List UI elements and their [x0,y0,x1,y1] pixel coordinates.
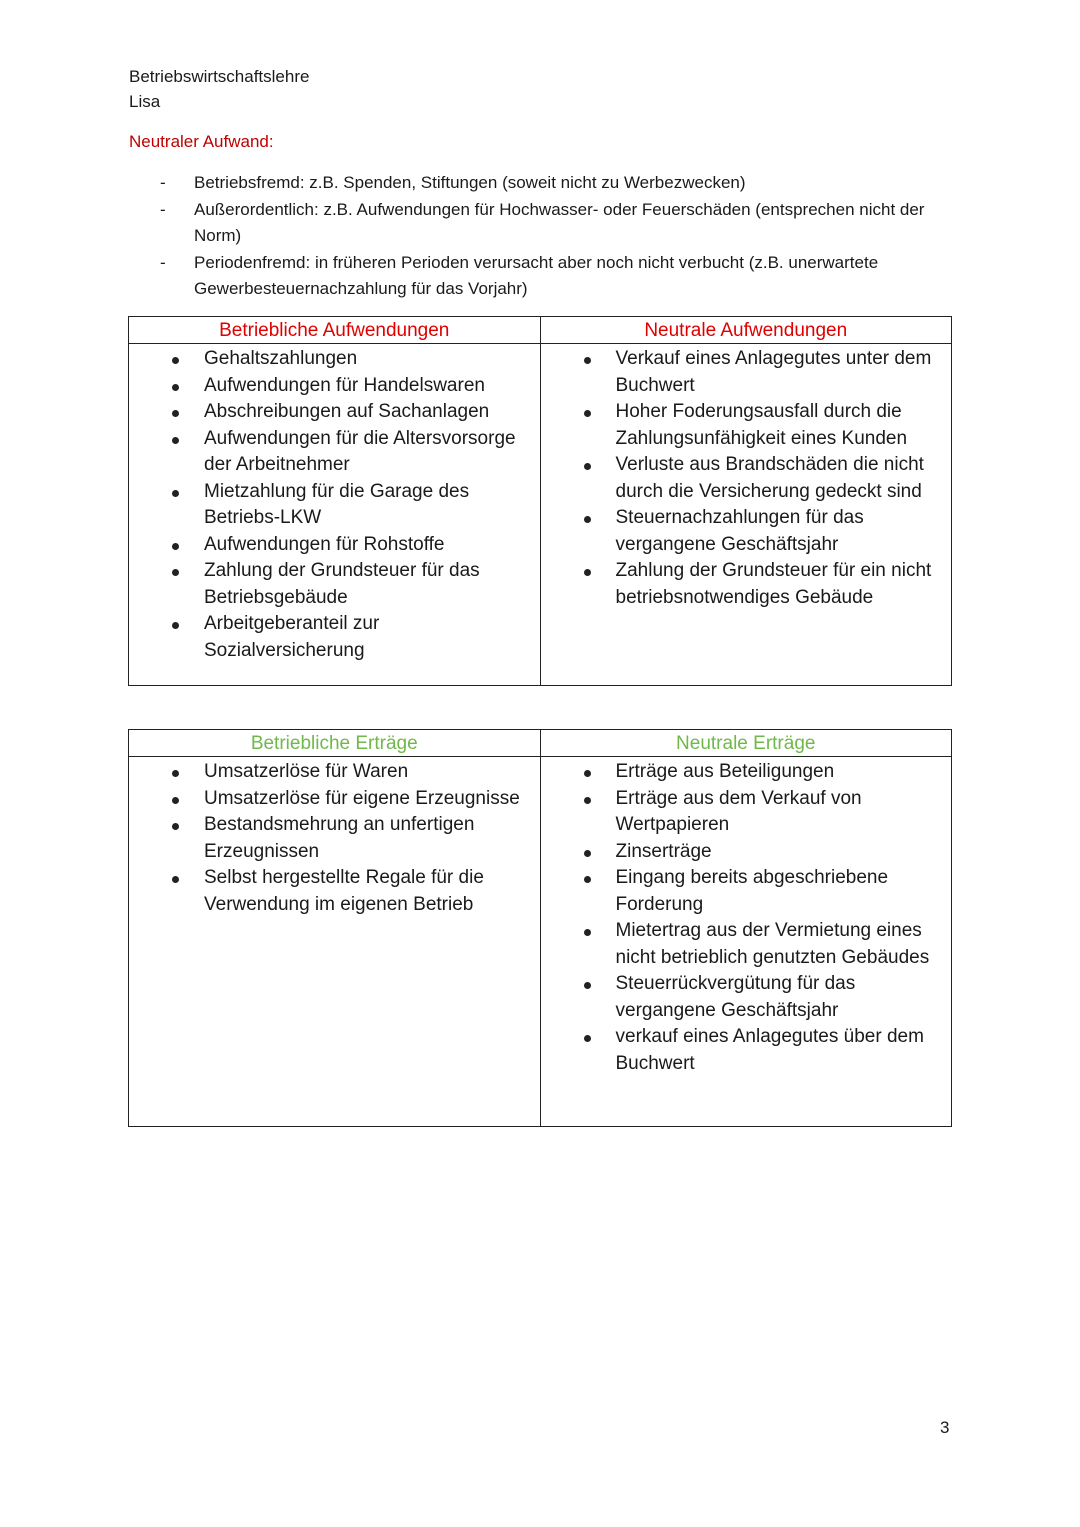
dash-bullet-icon: - [160,173,166,192]
list-item: Hoher Foderungsausfall durch die Zahlungsunfähigkeit eines Kunden [541,399,944,452]
bullet-dot-icon [584,357,591,364]
list-item: Umsatzerlöse für eigene Erzeugnisse [129,786,532,813]
bullet-dot-icon [584,516,591,523]
list-item: - Betriebsfremd: z.B. Spenden, Stiftungen (soweit nicht zu Werbezwecken) [160,170,960,197]
list-item: Eingang bereits abgeschriebene Forderung [541,865,944,918]
expense-table [128,316,952,686]
list-item: Zahlung der Grundsteuer für das Betriebsgebäude [129,558,532,611]
list-item: Umsatzerlöse für Waren [129,759,532,786]
list-item: Verkauf eines Anlagegutes unter dem Buchwert [541,346,944,399]
neutral-revenues-cell [540,757,952,1127]
bullet-dot-icon [172,770,179,777]
bullet-dot-icon [172,543,179,550]
neutral-expense-list [160,170,960,303]
operating-revenues-list [129,757,540,936]
list-item: Steuerrückvergütung für das vergangene Geschäftsjahr [541,971,944,1024]
list-item: Erträge aus Beteiligungen [541,759,944,786]
list-item: Verluste aus Brandschäden die nicht durch die Versicherung gedeckt sind [541,452,944,505]
bullet-dot-icon [584,929,591,936]
neutral-expenses-list [541,344,952,629]
document-author: Lisa [129,92,161,111]
bullet-dot-icon [172,622,179,629]
page-number: 3 [940,1418,950,1437]
list-item: Aufwendungen für Rohstoffe [129,532,532,559]
bullet-dot-icon [172,876,179,883]
list-item: Arbeitgeberanteil zur Sozialversicherung [129,611,532,664]
list-item: Selbst hergestellte Regale für die Verwendung im eigenen Betrieb [129,865,532,918]
bullet-dot-icon [172,437,179,444]
column-header-neutral-expenses: Neutrale Aufwendungen [540,317,952,344]
list-item: Abschreibungen auf Sachanlagen [129,399,532,426]
neutral-revenues-list [541,757,952,1095]
bullet-dot-icon [172,490,179,497]
section-heading-neutral-expense: Neutraler Aufwand: [129,132,274,151]
bullet-dot-icon [584,569,591,576]
bullet-dot-icon [172,357,179,364]
bullet-dot-icon [584,797,591,804]
bullet-dot-icon [172,569,179,576]
list-item: Zinserträge [541,839,944,866]
operating-revenues-cell [129,757,541,1127]
list-item: Erträge aus dem Verkauf von Wertpapieren [541,786,944,839]
dash-bullet-icon: - [160,199,166,219]
bullet-dot-icon [172,410,179,417]
bullet-dot-icon [584,1035,591,1042]
list-item: Zahlung der Grundsteuer für ein nicht betriebsnotwendiges Gebäude [541,558,944,611]
document-subject: Betriebswirtschaftslehre [129,67,310,86]
column-header-operating-expenses: Betriebliche Aufwendungen [129,317,541,344]
bullet-dot-icon [172,797,179,804]
bullet-dot-icon [584,982,591,989]
bullet-dot-icon [584,410,591,417]
neutral-expenses-cell [540,344,952,686]
bullet-dot-icon [584,770,591,777]
revenue-table [128,729,952,1127]
list-item: - Periodenfremd: in früheren Perioden verursacht aber noch nicht verbucht (z.B. unerwartete Gewerbesteuernachzahlung für das Vorjahr) [160,250,960,303]
list-item: - Außerordentlich: z.B. Aufwendungen für Hochwasser- oder Feuerschäden (entsprechen nicht der Norm) [160,197,960,250]
list-item: Aufwendungen für die Altersvorsorge der Arbeitnehmer [129,426,532,479]
list-item: Mietertrag aus der Vermietung eines nicht betrieblich genutzten Gebäudes [541,918,944,971]
dash-bullet-icon: - [160,252,166,272]
list-item: verkauf eines Anlagegutes über dem Buchwert [541,1024,944,1077]
list-item: Steuernachzahlungen für das vergangene Geschäftsjahr [541,505,944,558]
bullet-dot-icon [584,850,591,857]
list-item: Bestandsmehrung an unfertigen Erzeugnissen [129,812,532,865]
column-header-operating-revenues: Betriebliche Erträge [129,730,541,757]
list-item: Gehaltszahlungen [129,346,532,373]
bullet-dot-icon [584,876,591,883]
list-item: Mietzahlung für die Garage des Betriebs-LKW [129,479,532,532]
bullet-dot-icon [172,384,179,391]
column-header-neutral-revenues: Neutrale Erträge [540,730,952,757]
bullet-dot-icon [584,463,591,470]
operating-expenses-list [129,344,540,682]
list-item: Aufwendungen für Handelswaren [129,373,532,400]
bullet-dot-icon [172,823,179,830]
operating-expenses-cell [129,344,541,686]
